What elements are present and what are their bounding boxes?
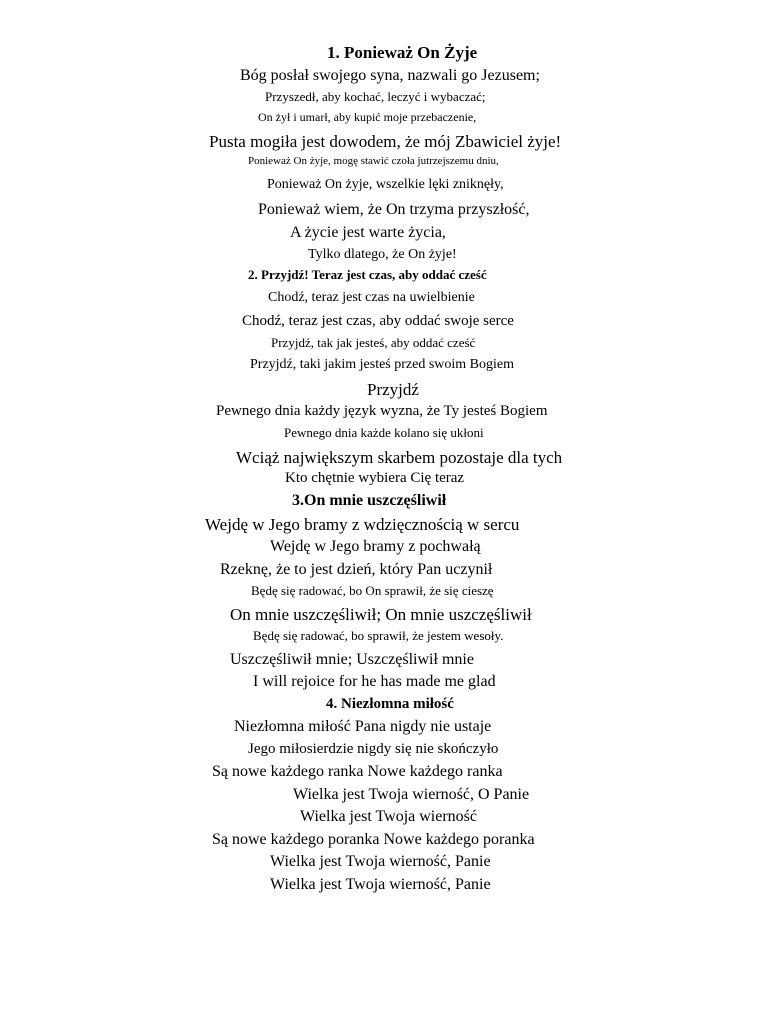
song-title: 4. Niezłomna miłość xyxy=(326,696,454,712)
lyric-line: Kto chętnie wybiera Cię teraz xyxy=(285,470,465,486)
lyric-line: On mnie uszczęśliwił; On mnie uszczęśliwił xyxy=(230,605,532,624)
lyric-line: Są nowe każdego ranka Nowe każdego ranka xyxy=(212,763,503,780)
lyric-line: Rzeknę, że to jest dzień, który Pan uczynił xyxy=(220,561,493,578)
lyric-line: Uszczęśliwił mnie; Uszczęśliwił mnie xyxy=(230,651,474,668)
lyric-line: Pewnego dnia każdy język wyzna, że Ty jesteś Bogiem xyxy=(216,403,548,419)
song-title: 1. Ponieważ On Żyje xyxy=(327,43,478,62)
lyric-line: Chodź, teraz jest czas na uwielbienie xyxy=(268,290,475,305)
lyric-line: Pusta mogiła jest dowodem, że mój Zbawiciel żyje! xyxy=(209,132,562,151)
song-title: 2. Przyjdź! Teraz jest czas, aby oddać cześć xyxy=(248,267,487,282)
lyric-line: Będę się radować, bo On sprawił, że się cieszę xyxy=(251,583,494,598)
lyric-line: Ponieważ On żyje, mogę stawić czoła jutrzejszemu dniu, xyxy=(248,155,499,167)
lyric-line: Ponieważ On żyje, wszelkie lęki zniknęły, xyxy=(267,177,504,192)
lyric-line: On żył i umarł, aby kupić moje przebaczenie, xyxy=(258,110,477,124)
lyric-line: Przyjdź xyxy=(367,380,419,399)
lyric-line: A życie jest warte życia, xyxy=(290,224,446,241)
lyric-line: Przyjdź, tak jak jesteś, aby oddać cześć xyxy=(271,335,476,350)
lyric-line: Wejdę w Jego bramy z wdzięcznością w sercu xyxy=(205,515,520,534)
lyric-line: Wielka jest Twoja wierność, Panie xyxy=(270,876,491,893)
lyric-line: Niezłomna miłość Pana nigdy nie ustaje xyxy=(234,718,492,735)
lyric-line: Bóg posłał swojego syna, nazwali go Jezusem; xyxy=(240,67,540,84)
lyric-line: Przyjdź, taki jakim jesteś przed swoim Bogiem xyxy=(250,357,515,372)
lyric-line: Wciąż największym skarbem pozostaje dla tych xyxy=(236,448,563,467)
lyric-line: Pewnego dnia każde kolano się ukłoni xyxy=(284,425,484,440)
lyric-line: Wielka jest Twoja wierność, O Panie xyxy=(293,786,530,803)
lyric-line: Są nowe każdego poranka Nowe każdego poranka xyxy=(212,831,535,848)
lyric-line: Chodź, teraz jest czas, aby oddać swoje serce xyxy=(242,313,514,329)
lyric-line: Wielka jest Twoja wierność xyxy=(300,808,477,825)
lyric-line: Będę się radować, bo sprawił, że jestem wesoły. xyxy=(253,628,504,643)
song-title: 3.On mnie uszczęśliwił xyxy=(292,492,447,509)
lyric-line: Ponieważ wiem, że On trzyma przyszłość, xyxy=(258,201,530,218)
lyric-line: I will rejoice for he has made me glad xyxy=(253,673,496,690)
lyric-line: Tylko dlatego, że On żyje! xyxy=(308,247,457,262)
lyric-line: Przyszedł, aby kochać, leczyć i wybaczać; xyxy=(265,89,486,104)
lyric-line: Jego miłosierdzie nigdy się nie skończyło xyxy=(248,741,499,757)
lyric-line: Wielka jest Twoja wierność, Panie xyxy=(270,853,491,870)
lyric-line: Wejdę w Jego bramy z pochwałą xyxy=(270,538,481,555)
